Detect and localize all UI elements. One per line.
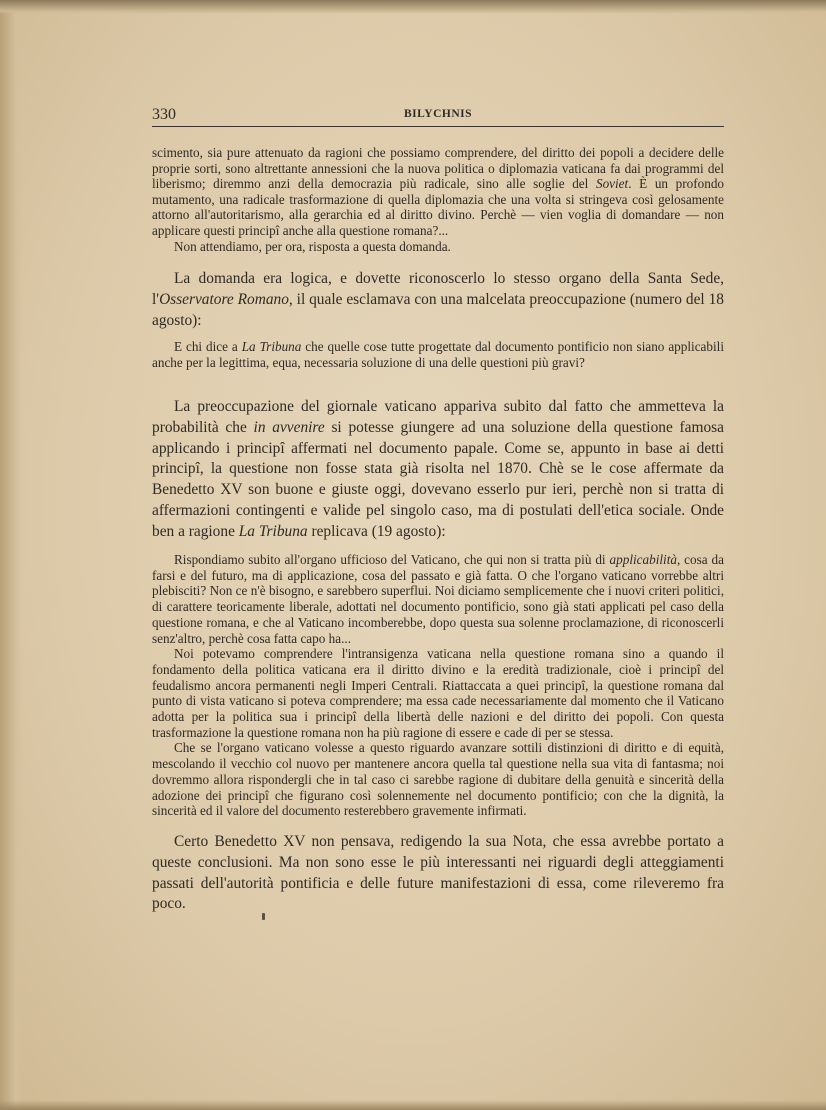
quotation-2-para-3: Che se l'organo vaticano volesse a questo riguardo avanzare sottili distinzioni di diritto e di equità, mescolando il vecchio col nuovo per mantenere ancora quella tal questione nella sua vita di fantasma; noi dovremmo allora rispondergli che in tal caso ci sarebbe ragione di dubitare della genuità e sincerità della adozione dei principî che figurano così solennemente nel documento pontificio; con che la dignità, la sincerità ed il valore del documento resterebbero gravemente infirmati. [152,740,724,819]
closing-paragraph: Certo Benedetto XV non pensava, redigendo la sua Nota, che essa avrebbe portato a queste conclusioni. Ma non sono esse le più interessanti nei riguardi degli atteggiamenti passati dell'autorità pontificia e delle future manifestazioni di essa, come rileveremo fra poco. [152,833,724,913]
page-bottom-edge [0,1100,826,1110]
italic-soviet: Soviet [595,176,629,192]
quotation-1: E chi dice a La Tribuna che quelle cose tutte progettate dal documento pontificio non siano applicabili anche per la legittima, equa, necessaria soluzione di una delle questioni più gravi? [152,339,724,370]
quotation-2 [152,552,724,819]
italic-la-tribuna: La Tribuna [241,339,302,354]
opening-paragraph-text: scimento, sia pure attenuato da ragioni che possiamo comprendere, del diritto dei popoli a decidere delle proprie sorti, sono altrettante annessioni che la nuova politica o diplomazia vaticana fa dai programmi del liberismo; diremmo anzi della democrazia più radicale, sino alle soglie del Soviet. È un profondo mutamento, una radicale trasformazione di quella diplomazia che una volta si stringeva così gelosamente attorno all'autoritarismo, alla gerarchia ed al diritto divino. Perchè — vien voglia di domandare — non applicare questi principî anche alla questione romana?... [152,145,725,238]
page-binding-edge [0,0,22,1110]
opening-paragraph-closing: Non attendiamo, per ora, risposta a questa domanda. [174,238,451,254]
running-title: BILYCHNIS [404,108,472,120]
italic-in-avvenire: in avvenire [253,418,325,436]
body-paragraph-2: La preoccupazione del giornale vaticano appariva subito dal fatto che ammetteva la probabilità che in avvenire si potesse giungere ad una soluzione della questione famosa applicando i principî affermati nel documento papale. Come se, appunto in base ai detti principî, la questione non fosse stata già risolta nel 1870. Chè se le cose affermate da Benedetto XV son buone e giuste oggi, dovevano esserlo pur ieri, perchè non si tratta di affermazioni contingenti e valide pel singolo caso, ma di postulati dell'etica sociale. Onde ben a ragione La Tribuna replicava (19 agosto): [152,398,724,540]
italic-applicabilita: applicabilità [609,552,677,567]
quotation-2-para-1: Rispondiamo subito all'organo ufficioso del Vaticano, che qui non si tratta più di applicabilità, cosa da farsi e del futuro, ma di applicazione, cosa del passato e già fatta. O che l'organo vaticano vorrebbe altri plebisciti? Non ce n'è bisogno, e sarebbero superflui. Noi diciamo semplicemente che i nuovi criteri politici, di carattere teoricamente liberale, adottati nel documento pontificio, sono già stati applicati pel caso della questione romana, e che al Vaticano incomberebbe, dopo questa sua solenne proclamazione, di riconoscerli senz'altro, perchè cosa fatta capo ha... [152,552,724,646]
quotation-2-para-2: Noi potevamo comprendere l'intransigenza vaticana nella questione romana sino a quando il fondamento della politica vaticana era il diritto divino e la eredità tradizionale, cioè i principî del feudalismo ancora permanenti negli Imperi Centrali. Riattaccata a quei principî, la questione romana dal punto di vista vaticano si poteva comprendere; ma essa cade necessariamente dal momento che il Vaticano adotta per la politica sua i principî della libertà delle nazioni e del diritto dei popoli. Con questa trasformazione la questione romana non ha più ragione di essere e cade di per se stessa. [152,646,724,740]
page-top-edge [0,0,826,14]
ink-mark [262,913,265,920]
body-paragraph-1: La domanda era logica, e dovette riconoscerlo lo stesso organo della Santa Sede, l'Osservatore Romano, il quale esclamava con una malcelata preoccupazione (numero del 18 agosto): [152,270,724,329]
italic-osservatore-romano: Osservatore Romano [159,290,289,308]
italic-la-tribuna-2: La Tribuna [238,522,308,540]
page-number: 330 [152,106,176,123]
page-header [152,106,724,127]
opening-paragraph [152,145,724,254]
